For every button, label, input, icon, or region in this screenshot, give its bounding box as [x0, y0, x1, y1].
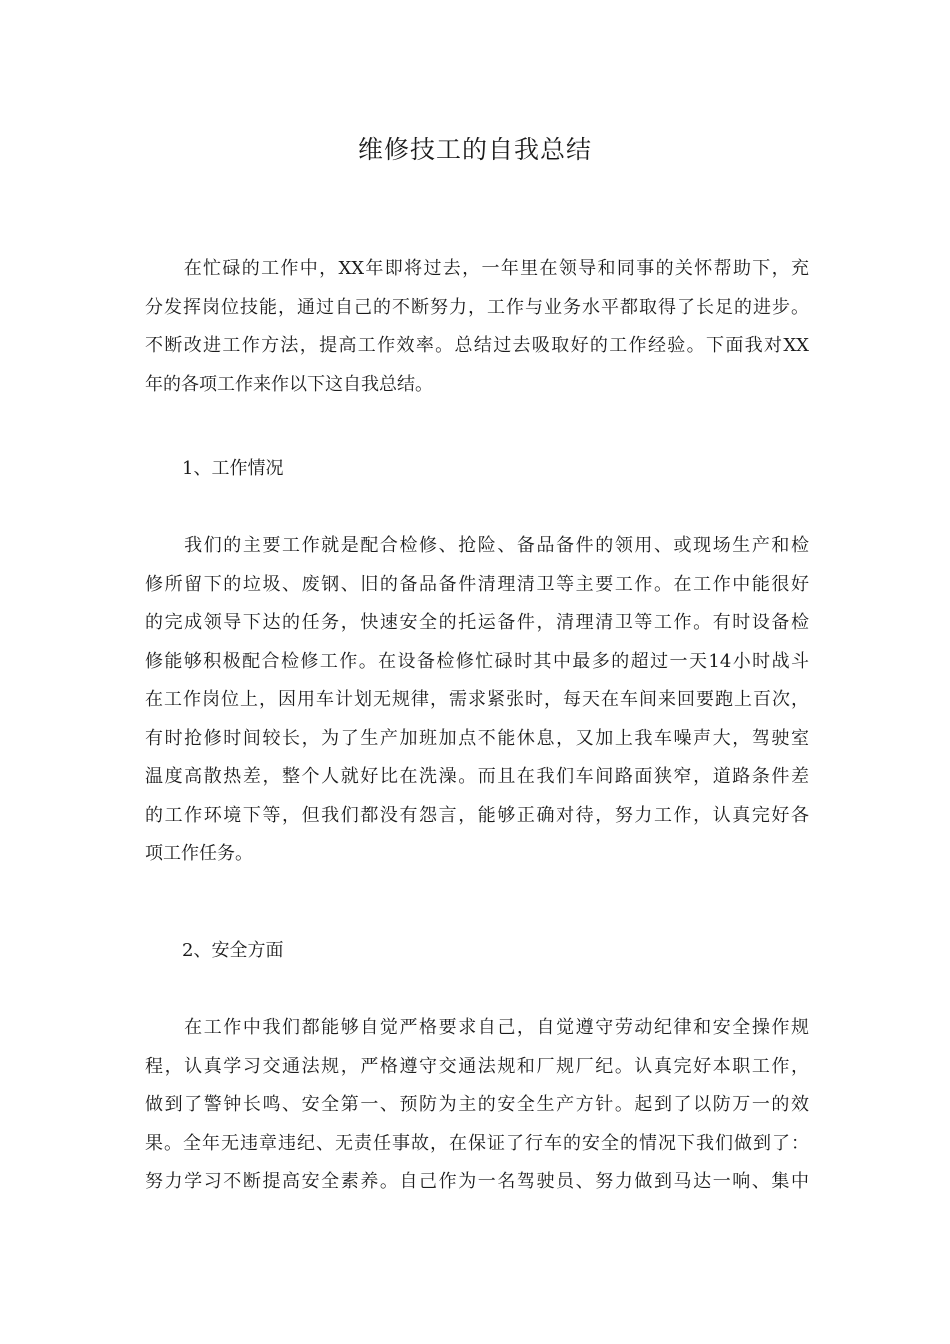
paragraph-line: 的完成领导下达的任务，快速安全的托运备件，清理清卫等工作。有时设备检 — [145, 612, 809, 633]
page-title: 维修技工的自我总结 — [357, 135, 592, 164]
paragraph-line: 项工作任务。 — [145, 843, 253, 864]
paragraph-line: 温度高散热差，整个人就好比在洗澡。而且在我们车间路面狭窄，道路条件差 — [145, 766, 809, 787]
paragraph-line: 做到了警钟长鸣、安全第一、预防为主的安全生产方针。起到了以防万一的效 — [145, 1094, 809, 1115]
intro-paragraph — [145, 250, 809, 404]
paragraph-line: 修所留下的垃圾、废钢、旧的备品备件清理清卫等主要工作。在工作中能很好 — [145, 573, 809, 595]
work-paragraph — [145, 527, 809, 874]
paragraph-line: 在工作中我们都能够自觉严格要求自己，自觉遵守劳动纪律和安全操作规 — [145, 1017, 809, 1038]
paragraph-line: 果。全年无违章违纪、无责任事故，在保证了行车的安全的情况下我们做到了： — [145, 1132, 809, 1154]
section-heading-safety: 2、安全方面 — [182, 940, 284, 961]
paragraph-line: 努力学习不断提高安全素养。自己作为一名驾驶员、努力做到马达一响、集中 — [145, 1171, 809, 1192]
paragraph-line: 修能够积极配合检修工作。在设备检修忙碌时其中最多的超过一天14小时战斗 — [145, 650, 809, 672]
paragraph-line: 在工作岗位上，因用车计划无规律，需求紧张时，每天在车间来回要跑上百次， — [145, 689, 809, 710]
paragraph-line: 我们的主要工作就是配合检修、抢险、备品备件的领用、或现场生产和检 — [145, 535, 809, 556]
paragraph-line: 在忙碌的工作中，XX年即将过去，一年里在领导和同事的关怀帮助下，充 — [145, 258, 809, 279]
paragraph-line: 有时抢修时间较长，为了生产加班加点不能休息，又加上我车噪声大，驾驶室 — [145, 727, 809, 749]
paragraph-line: 的工作环境下等，但我们都没有怨言，能够正确对待，努力工作，认真完好各 — [145, 804, 809, 826]
paragraph-line: 分发挥岗位技能，通过自己的不断努力，工作与业务水平都取得了长足的进步。 — [145, 296, 809, 318]
paragraph-line: 不断改进工作方法，提高工作效率。总结过去吸取好的工作经验。下面我对XX — [145, 335, 809, 356]
paragraph-line: 程，认真学习交通法规，严格遵守交通法规和厂规厂纪。认真完好本职工作， — [145, 1055, 809, 1077]
section-heading-work: 1、工作情况 — [182, 458, 284, 479]
safety-paragraph — [145, 1009, 809, 1202]
paragraph-line: 年的各项工作来作以下这自我总结。 — [145, 373, 433, 395]
